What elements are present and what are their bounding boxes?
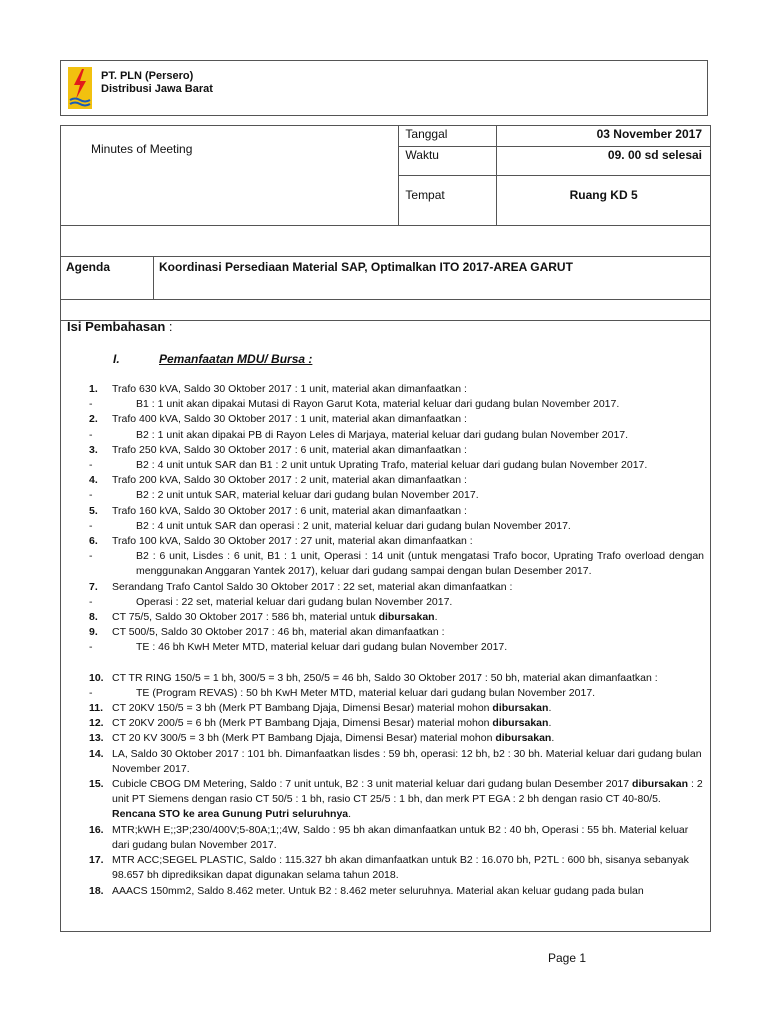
list-item (89, 610, 704, 625)
item-text: Trafo 400 kVA, Saldo 30 Oktober 2017 : 1 unit, material akan dimanfaatkan : (112, 413, 467, 426)
item-text: Trafo 200 kVA, Saldo 30 Oktober 2017 : 2 unit, material akan dimanfaatkan : (112, 474, 467, 487)
sub-item-text: B2 : 4 unit untuk SAR dan operasi : 2 unit, material keluar dari gudang bulan November 2017. (136, 519, 571, 532)
item-number: 12. (89, 717, 104, 730)
bullet-dash: - (89, 519, 93, 532)
list-item (89, 534, 704, 549)
sub-item-text: B2 : 1 unit akan dipakai PB di Rayon Leles di Marjaya, material keluar dari gudang bulan November 2017. (136, 428, 629, 441)
item-number: 17. (89, 854, 104, 867)
list-item (89, 823, 704, 853)
time-label: Waktu (399, 147, 497, 176)
sub-item (89, 640, 704, 655)
sub-item-text: TE (Program REVAS) : 50 bh KwH Meter MTD, material keluar dari gudang bulan November 2017. (136, 686, 596, 699)
pln-logo-icon (67, 66, 93, 110)
sub-item-text: B2 : 6 unit, Lisdes : 6 unit, B1 : 1 unit, Operasi : 14 unit (untuk mengatasi Trafo bocor, Uprating Trafo overload dengan menggunakan Anggaran Yantek 2017), keluar dari gudang sampai dengan bulan Desember 2017. (136, 550, 704, 578)
discussion-section (60, 305, 711, 932)
sub-item-text: Operasi : 22 set, material keluar dari gudang bulan November 2017. (136, 595, 453, 608)
item-text: LA, Saldo 30 Oktober 2017 : 101 bh. Dimanfaatkan lisdes : 59 bh, operasi: 12 bh, b2 : 30 bh. Material keluar dari gudang bulan November 2017. (112, 747, 702, 775)
agenda-value: Koordinasi Persediaan Material SAP, Optimalkan ITO 2017-AREA GARUT (159, 260, 573, 274)
place-value: Ruang KD 5 (497, 176, 711, 226)
sub-item (89, 595, 704, 610)
list-item (89, 701, 704, 716)
item-number: 8. (89, 611, 98, 624)
list-item (89, 473, 704, 488)
agenda-label: Agenda (61, 257, 154, 299)
list-item (89, 580, 704, 595)
section-title: Pemanfaatan MDU/ Bursa : (159, 352, 313, 366)
meeting-info-table (60, 125, 711, 321)
list-item (89, 731, 704, 746)
section-heading (113, 352, 312, 366)
date-value: 03 November 2017 (497, 126, 711, 147)
item-text: Trafo 630 kVA, Saldo 30 Oktober 2017 : 1 unit, material akan dimanfaatkan : (112, 383, 467, 395)
item-number: 7. (89, 580, 98, 593)
discussion-heading: Isi Pembahasan : (67, 319, 173, 334)
item-number: 6. (89, 535, 98, 548)
item-text: Trafo 100 kVA, Saldo 30 Oktober 2017 : 27 unit, material akan dimanfaatkan : (112, 535, 473, 548)
section-number: I. (113, 352, 120, 366)
date-label: Tanggal (399, 126, 497, 147)
item-text: CT 20KV 200/5 = 6 bh (Merk PT Bambang Djaja, Dimensi Besar) material mohon dibursakan. (112, 717, 552, 730)
item-number: 11. (89, 702, 104, 715)
item-text: Trafo 250 kVA, Saldo 30 Oktober 2017 : 6 unit, material akan dimanfaatkan : (112, 443, 467, 456)
item-text: MTR;kWH E;;3P;230/400V;5-80A;1;;4W, Saldo : 95 bh akan dimanfaatkan untuk B2 : 40 bh, Operasi : 55 bh. Material keluar dari gudang bulan November 2017. (112, 823, 689, 851)
item-number: 13. (89, 732, 104, 745)
item-text: CT TR RING 150/5 = 1 bh, 300/5 = 3 bh, 250/5 = 46 bh, Saldo 30 Oktober 2017 : 50 bh, material akan dimanfaatkan : (112, 671, 658, 684)
item-text: CT 500/5, Saldo 30 Oktober 2017 : 46 bh, material akan dimanfaatkan : (112, 626, 445, 639)
item-number: 18. (89, 884, 104, 897)
list-item (89, 625, 704, 640)
sub-item (89, 397, 704, 412)
list-item (89, 777, 704, 823)
item-gap (89, 656, 704, 671)
item-text: Trafo 160 kVA, Saldo 30 Oktober 2017 : 6 unit, material akan dimanfaatkan : (112, 504, 467, 517)
sub-item (89, 686, 704, 701)
item-number: 9. (89, 626, 98, 639)
item-number: 3. (89, 443, 98, 456)
item-number: 15. (89, 778, 104, 791)
item-number: 1. (89, 383, 98, 395)
page-label: Page (548, 951, 577, 965)
sub-item (89, 428, 704, 443)
item-number: 5. (89, 504, 98, 517)
sub-item-text: B2 : 4 unit untuk SAR dan B1 : 2 unit untuk Uprating Trafo, material keluar dari gudang bulan November 2017. (136, 459, 648, 472)
discussion-items (89, 382, 704, 899)
list-item (89, 671, 704, 686)
list-item (89, 382, 704, 397)
bullet-dash: - (89, 686, 93, 699)
list-item (89, 412, 704, 427)
item-text: Serandang Trafo Cantol Saldo 30 Oktober 2017 : 22 set, material akan dimanfaatkan : (112, 580, 513, 593)
sub-item-text: TE : 46 bh KwH Meter MTD, material keluar dari gudang bulan November 2017. (136, 641, 508, 654)
bullet-dash: - (89, 641, 93, 654)
bullet-dash: - (89, 595, 93, 608)
place-label: Tempat (399, 176, 497, 226)
list-item (89, 716, 704, 731)
item-number: 10. (89, 671, 104, 684)
sub-item (89, 549, 704, 579)
meeting-title: Minutes of Meeting (61, 126, 399, 226)
bullet-dash: - (89, 398, 93, 411)
org-name (101, 70, 213, 96)
list-item (89, 884, 704, 899)
list-item (89, 443, 704, 458)
sub-item (89, 458, 704, 473)
item-text: CT 20 KV 300/5 = 3 bh (Merk PT Bambang Djaja, Dimensi Besar) material mohon dibursakan. (112, 732, 555, 745)
item-number: 2. (89, 413, 98, 426)
page-footer (548, 951, 586, 965)
item-text: MTR ACC;SEGEL PLASTIC, Saldo : 115.327 bh akan dimanfaatkan untuk B2 : 16.070 bh, P2TL : 600 bh, sisanya sebanyak 98.657 bh diprediksikan dapat digunakan selama tahun 2018. (112, 854, 689, 882)
spacer-row (61, 226, 711, 257)
bullet-dash: - (89, 550, 93, 563)
list-item (89, 853, 704, 883)
company-name: PT. PLN (Persero) (101, 70, 194, 82)
item-number: 4. (89, 474, 98, 487)
time-value: 09. 00 sd selesai (497, 147, 711, 176)
item-text: AAACS 150mm2, Saldo 8.462 meter. Untuk B2 : 8.462 meter seluruhnya. Material akan keluar gudang pada bulan (112, 884, 644, 897)
page-number: 1 (579, 951, 587, 965)
item-number: 16. (89, 823, 104, 836)
bullet-dash: - (89, 489, 93, 502)
item-number: 14. (89, 747, 104, 760)
item-text: CT 20KV 150/5 = 3 bh (Merk PT Bambang Djaja, Dimensi Besar) material mohon dibursakan. (112, 702, 552, 715)
division-name: Distribusi Jawa Barat (101, 83, 213, 95)
sub-item-text: B2 : 2 unit untuk SAR, material keluar dari gudang bulan November 2017. (136, 489, 479, 502)
sub-item-text: B1 : 1 unit akan dipakai Mutasi di Rayon Garut Kota, material keluar dari gudang bulan November 2017. (136, 398, 620, 411)
sub-item (89, 488, 704, 503)
sub-item (89, 519, 704, 534)
list-item (89, 504, 704, 519)
item-text: CT 75/5, Saldo 30 Oktober 2017 : 586 bh, material untuk dibursakan. (112, 611, 438, 624)
item-text: Cubicle CBOG DM Metering, Saldo : 7 unit untuk, B2 : 3 unit material keluar dari gudang bulan Desember 2017 dibursakan : 2 unit PT Siemens dengan rasio CT 50/5 : 1 bh, rasio CT 25/5 : 1 bh, dan merk PT EGA : 2 bh dengan rasio CT 40-80/5. Rencana STO ke area Gunung Putri seluruhnya. (112, 778, 703, 821)
list-item (89, 747, 704, 777)
letterhead (60, 60, 708, 116)
bullet-dash: - (89, 459, 93, 472)
bullet-dash: - (89, 428, 93, 441)
